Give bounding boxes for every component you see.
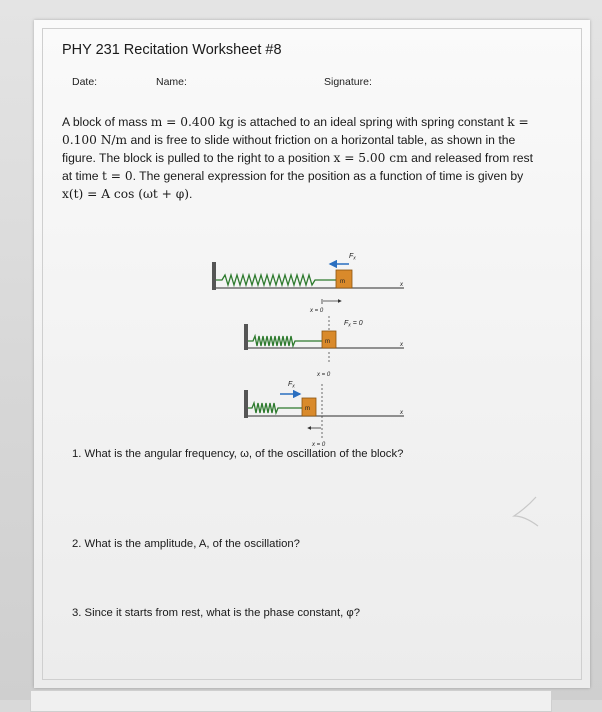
worksheet-page — [34, 20, 590, 688]
next-page-edge — [30, 690, 552, 712]
zero-force-symbol: F — [344, 320, 349, 327]
panel-equilibrium — [244, 316, 404, 378]
panel-compressed — [244, 381, 404, 448]
signature-label: Signature: — [324, 76, 372, 88]
problem-text-b: is attached to an ideal spring with spring constant — [234, 115, 508, 129]
time-expression: t = 0 — [101, 169, 133, 183]
problem-text-a: A block of mass — [62, 115, 151, 129]
zero-label: x = 0 — [312, 442, 326, 448]
force-label — [349, 253, 356, 262]
worksheet-title: PHY 231 Recitation Worksheet #8 — [62, 42, 282, 58]
block-label: m — [305, 406, 310, 412]
axis-label: x — [400, 342, 403, 348]
panel-stretched — [212, 253, 404, 314]
problem-text-e: . The general expression for the position as a function of time is given by — [132, 169, 524, 183]
question-1: 1. What is the angular frequency, ω, of the oscillation of the block? — [72, 448, 404, 460]
position-function-expression: x(t) = A cos (ωt + φ) — [62, 187, 190, 201]
force-symbol: F — [349, 253, 354, 260]
problem-text-d: and released from rest at time — [62, 151, 534, 183]
zero-label: x = 0 — [317, 372, 331, 378]
wall — [212, 262, 216, 290]
block-label: m — [340, 279, 345, 285]
problem-statement — [62, 113, 542, 203]
position-expression: x = 5.00 cm — [333, 151, 408, 165]
spring — [248, 403, 302, 413]
zero-force-label — [344, 320, 363, 329]
name-label: Name: — [156, 76, 187, 88]
force-label — [288, 381, 295, 390]
date-label: Date: — [72, 76, 98, 88]
spring-block-figure — [204, 224, 404, 454]
question-2: 2. What is the amplitude, A, of the oscillation? — [72, 538, 300, 550]
axis-label: x — [400, 282, 403, 288]
spring-constant-expression: k = 0.100 N/m — [62, 115, 529, 147]
spring — [216, 275, 336, 285]
problem-text-f: . — [189, 187, 193, 201]
zero-force-subscript: x — [348, 322, 351, 329]
problem-text-c: and is free to slide without friction on a horizontal table, as shown in the figure. The block is pulled to the right to a position — [62, 133, 516, 165]
zero-label: x = 0 — [310, 308, 324, 314]
pencil-scribble — [506, 492, 556, 532]
force-subscript: x — [353, 255, 356, 262]
force-symbol: F — [288, 381, 293, 388]
axis-label: x — [400, 410, 403, 416]
question-3: 3. Since it starts from rest, what is the phase constant, φ? — [72, 607, 360, 619]
mass-expression: m = 0.400 kg — [150, 115, 235, 129]
wall — [244, 390, 248, 418]
zero-force-value: = 0 — [350, 320, 363, 327]
force-subscript: x — [292, 383, 295, 390]
block-label: m — [325, 339, 330, 345]
wall — [244, 324, 248, 350]
spring — [248, 336, 322, 346]
